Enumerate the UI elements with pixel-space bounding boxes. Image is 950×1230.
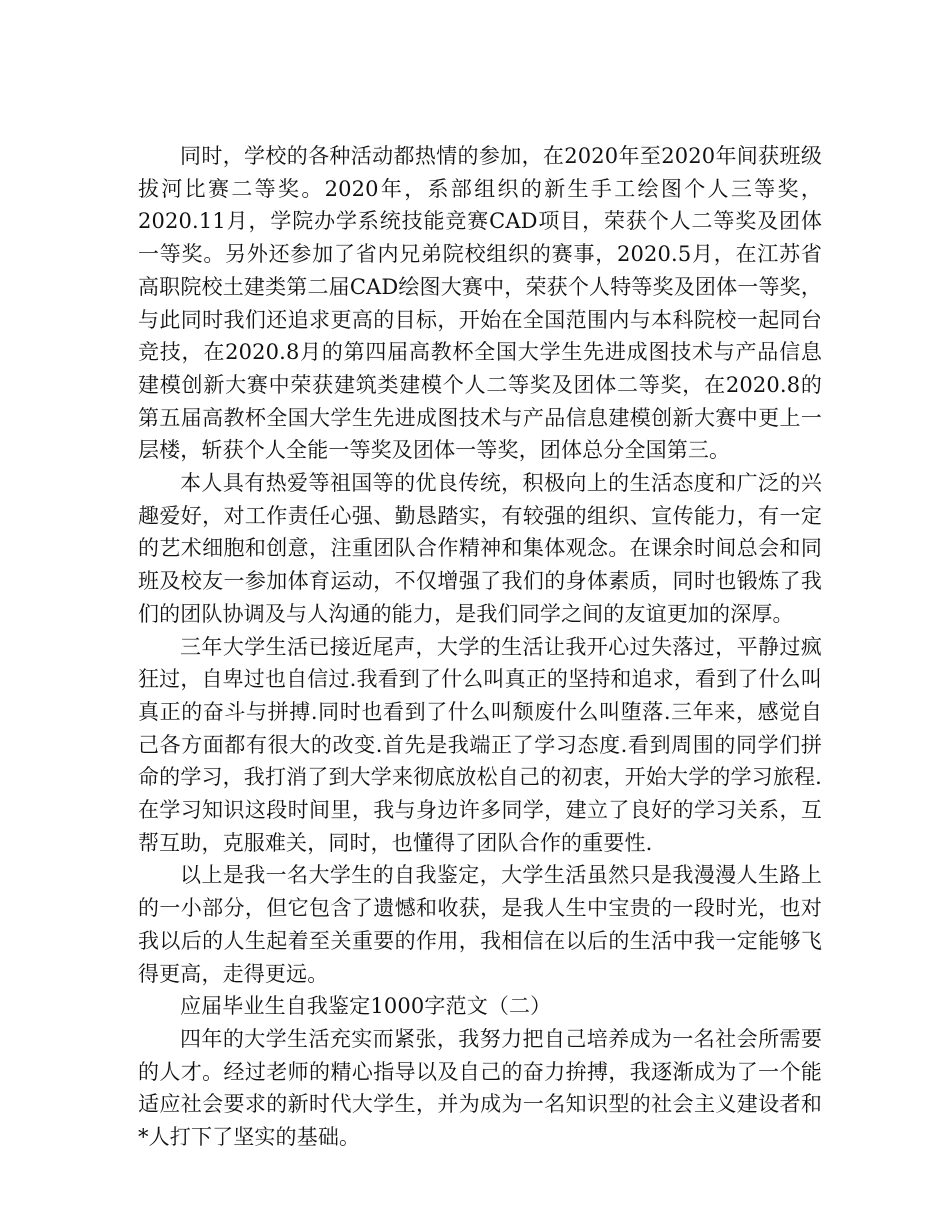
paragraph-summary: 以上是我一名大学生的自我鉴定，大学生活虽然只是我漫漫人生路上的一小部分，但它包含了遗憾和收获，是我人生中宝贵的一段时光，也对我以后的人生起着至关重要的作用，我相信在以后的生活中我一定能够飞得更高，走得更远。 (138, 863, 822, 986)
paragraph-four-years: 四年的大学生活充实而紧张，我努力把自己培养成为一名社会所需要的人才。经过老师的精心指导以及自己的奋力拚搏，我逐渐成为了一个能适应社会要求的新时代大学生，并为成为一名知识型的社会主义建设者和*人打下了坚实的基础。 (138, 1026, 822, 1150)
paragraph-personality: 本人具有热爱等祖国等的优良传统，积极向上的生活态度和广泛的兴趣爱好，对工作责任心强、勤恳踏实，有较强的组织、宣传能力，有一定的艺术细胞和创意，注重团队合作精神和集体观念。在课余时间总会和同班及校友一参加体育运动，不仅增强了我们的身体素质，同时也锻炼了我们的团队协调及与人沟通的能力，是我们同学之间的友谊更加的深厚。 (138, 471, 822, 626)
document-body (138, 140, 822, 1154)
paragraph-three-years: 三年大学生活已接近尾声，大学的生活让我开心过失落过，平静过疯狂过，自卑过也自信过.我看到了什么叫真正的坚持和追求，看到了什么叫真正的奋斗与拼搏.同时也看到了什么叫颓废什么叫堕落.三年来，感觉自己各方面都有很大的改变.首先是我端正了学习态度.看到周围的同学们拼命的学习，我打消了到大学来彻底放松自己的初衷，开始大学的学习旅程.在学习知识这段时间里，我与身边许多同学，建立了良好的学习关系，互帮互助，克服难关，同时，也懂得了团队合作的重要性. (138, 634, 822, 855)
section-heading: 应届毕业生自我鉴定1000字范文（二） (180, 994, 552, 1019)
paragraph-awards: 同时，学校的各种活动都热情的参加，在2020年至2020年间获班级拔河比赛二等奖。2020年，系部组织的新生手工绘图个人三等奖，2020.11月，学院办学系统技能竞赛CAD项目，荣获个人二等奖及团体一等奖。另外还参加了省内兄弟院校组织的赛事，2020.5月，在江苏省高职院校土建类第二届CAD绘图大赛中，荣获个人特等奖及团体一等奖，与此同时我们还追求更高的目标，开始在全国范围内与本科院校一起同台竞技，在2020.8月的第四届高教杯全国大学生先进成图技术与产品信息建模创新大赛中荣获建筑类建模个人二等奖及团体二等奖，在2020.8的第五届高教杯全国大学生先进成图技术与产品信息建模创新大赛中更上一层楼，斩获个人全能一等奖及团体一等奖，团体总分全国第三。 (138, 144, 822, 463)
